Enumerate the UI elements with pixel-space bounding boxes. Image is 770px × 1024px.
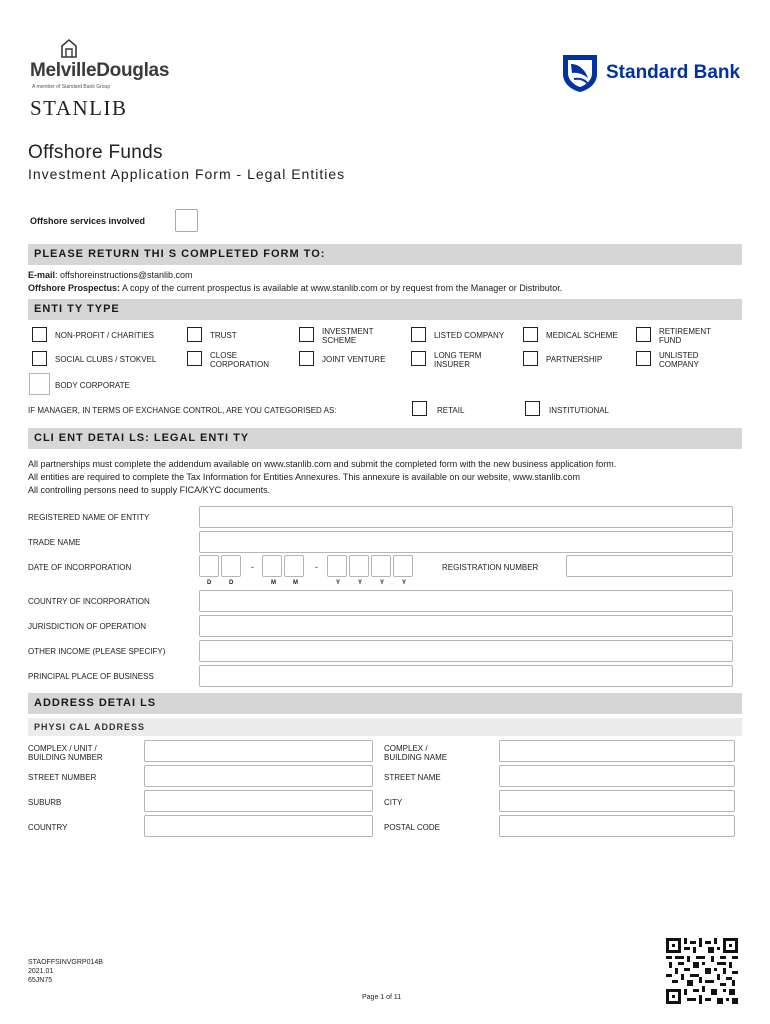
postal-code-field[interactable]: [499, 815, 735, 837]
form-title: Offshore Funds: [28, 142, 163, 163]
date-separator: -: [315, 562, 318, 572]
principal-place-field[interactable]: [199, 665, 733, 687]
trade-name-field[interactable]: [199, 531, 733, 553]
note-line: All partnerships must complete the addendum available on www.stanlib.com and submit the completed form with the new business application form.: [28, 459, 617, 469]
client-details-heading: CLI ENT DETAI LS: LEGAL ENTI TY: [28, 428, 742, 449]
checkbox-trust[interactable]: [187, 327, 202, 342]
email-line: [28, 270, 193, 280]
label-non-profit: NON-PROFIT / CHARITIES: [55, 331, 154, 340]
label-retail: RETAIL: [437, 406, 465, 415]
page-number: Page 1 of 11: [362, 994, 402, 1001]
complex-unit-field[interactable]: [144, 740, 373, 762]
house-icon: [60, 38, 78, 58]
checkbox-social-clubs[interactable]: [32, 351, 47, 366]
label-unlisted-company: UNLISTED COMPANY: [659, 351, 699, 369]
checkbox-long-term-insurer[interactable]: [411, 351, 426, 366]
label-long-term-insurer: LONG TERM INSURER: [434, 351, 482, 369]
client-details-notes: [28, 458, 742, 497]
label-investment-scheme: INVESTMENT SCHEME: [322, 327, 374, 345]
checkbox-retirement-fund[interactable]: [636, 327, 651, 342]
physical-address-heading: PHYSI CAL ADDRESS: [28, 718, 742, 736]
date-letter: M: [271, 580, 276, 586]
complex-name-label-line: COMPLEX /: [384, 744, 428, 753]
date-year-3[interactable]: [371, 555, 391, 577]
checkbox-non-profit[interactable]: [32, 327, 47, 342]
services-label: Offshore services involved: [30, 216, 146, 226]
street-number-label: STREET NUMBER: [28, 773, 97, 782]
date-of-incorporation-label: DATE OF INCORPORATION: [28, 563, 132, 572]
date-year-4[interactable]: [393, 555, 413, 577]
label-listed-company: LISTED COMPANY: [434, 331, 505, 340]
complex-unit-label-line: BUILDING NUMBER: [28, 753, 103, 762]
trade-name-label: TRADE NAME: [28, 538, 81, 547]
date-day-1[interactable]: [199, 555, 219, 577]
street-name-label: STREET NAME: [384, 773, 441, 782]
note-line: All controlling persons need to supply FICA/KYC documents.: [28, 485, 271, 495]
prospectus-text: A copy of the current prospectus is available at www.stanlib.com or by request from the Manager or Distributor.: [120, 283, 563, 293]
jurisdiction-field[interactable]: [199, 615, 733, 637]
standard-bank-shield-icon: [560, 52, 600, 94]
label-institutional: INSTITUTIONAL: [549, 406, 610, 415]
date-separator: -: [251, 562, 254, 572]
date-month-1[interactable]: [262, 555, 282, 577]
city-field[interactable]: [499, 790, 735, 812]
registered-name-label: REGISTERED NAME OF ENTITY: [28, 513, 150, 522]
complex-name-label-line: BUILDING NAME: [384, 753, 448, 762]
registration-number-label: REGISTRATION NUMBER: [442, 563, 539, 572]
email-value: : offshoreinstructions@stanlib.com: [55, 270, 193, 280]
exchange-control-question: IF MANAGER, IN TERMS OF EXCHANGE CONTROL, ARE YOU CATEGORISED AS:: [28, 406, 337, 415]
checkbox-retail[interactable]: [412, 401, 427, 416]
complex-name-field[interactable]: [499, 740, 735, 762]
address-heading: ADDRESS DETAI LS: [28, 693, 742, 714]
form-code-line: STAOFFSINVGRP014B: [28, 959, 103, 966]
checkbox-investment-scheme[interactable]: [299, 327, 314, 342]
label-retirement-fund: RETIREMENT FUND: [659, 327, 711, 345]
suburb-field[interactable]: [144, 790, 373, 812]
jurisdiction-label: JURISDICTION OF OPERATION: [28, 622, 147, 631]
services-checkbox[interactable]: [175, 209, 198, 232]
checkbox-joint-venture[interactable]: [299, 351, 314, 366]
form-ref-line: 65JN75: [28, 977, 53, 984]
melville-name: MelvilleDouglas: [30, 60, 170, 81]
date-letter: D: [229, 580, 234, 586]
note-line: All entities are required to complete the Tax Information for Entities Annexures. This annexure is available on our website, www.stanlib.com: [28, 472, 580, 482]
date-letter: Y: [380, 580, 385, 586]
street-number-field[interactable]: [144, 765, 373, 787]
checkbox-body-corporate[interactable]: [29, 373, 50, 395]
other-income-label: OTHER INCOME (PLEASE SPECIFY): [28, 647, 166, 656]
qr-code-icon: [666, 938, 738, 1004]
registered-name-field[interactable]: [199, 506, 733, 528]
principal-place-label: PRINCIPAL PLACE OF BUSINESS: [28, 672, 154, 681]
label-body-corporate: BODY CORPORATE: [55, 381, 130, 390]
country-field[interactable]: [144, 815, 373, 837]
complex-unit-label: [28, 744, 103, 762]
other-income-field[interactable]: [199, 640, 733, 662]
country-label: COUNTRY: [28, 823, 68, 832]
form-version-line: 2021.01: [28, 968, 54, 975]
date-letter: Y: [402, 580, 407, 586]
label-joint-venture: JOINT VENTURE: [322, 355, 386, 364]
date-letter: Y: [336, 580, 341, 586]
registration-number-field[interactable]: [566, 555, 733, 577]
date-letter: M: [293, 580, 298, 586]
country-of-incorporation-field[interactable]: [199, 590, 733, 612]
label-close-corporation: CLOSE CORPORATION: [210, 351, 269, 369]
country-of-incorporation-label: COUNTRY OF INCORPORATION: [28, 597, 150, 606]
date-letter: Y: [358, 580, 363, 586]
city-label: CITY: [384, 798, 403, 807]
melville-douglas-logo: [28, 38, 178, 98]
checkbox-institutional[interactable]: [525, 401, 540, 416]
label-social-clubs: SOCIAL CLUBS / STOKVEL: [55, 355, 157, 364]
standard-bank-logo: [560, 52, 740, 94]
standard-bank-name: Standard Bank: [606, 62, 741, 83]
form-subtitle: Investment Application Form - Legal Entities: [28, 166, 346, 182]
checkbox-close-corporation[interactable]: [187, 351, 202, 366]
return-heading: PLEASE RETURN THI S COMPLETED FORM TO:: [28, 244, 742, 265]
melville-sub: A member of Standard Bank Group: [32, 84, 111, 90]
email-label: E-mail: [28, 270, 56, 280]
date-year-2[interactable]: [349, 555, 369, 577]
checkbox-partnership[interactable]: [523, 351, 538, 366]
date-month-2[interactable]: [284, 555, 304, 577]
checkbox-unlisted-company[interactable]: [636, 351, 651, 366]
entity-type-heading: ENTI TY TYPE: [28, 299, 742, 320]
postal-code-label: POSTAL CODE: [384, 823, 441, 832]
form-code: [28, 958, 103, 985]
label-partnership: PARTNERSHIP: [546, 355, 603, 364]
date-year-1[interactable]: [327, 555, 347, 577]
date-day-2[interactable]: [221, 555, 241, 577]
street-name-field[interactable]: [499, 765, 735, 787]
prospectus-label: Offshore Prospectus:: [28, 283, 121, 293]
checkbox-listed-company[interactable]: [411, 327, 426, 342]
date-letter: D: [207, 580, 212, 586]
label-trust: TRUST: [210, 331, 237, 340]
complex-name-label: [384, 744, 447, 762]
prospectus-line: [28, 283, 562, 293]
stanlib-logo: STANLIB: [30, 96, 128, 120]
suburb-label: SUBURB: [28, 798, 62, 807]
label-medical-scheme: MEDICAL SCHEME: [546, 331, 618, 340]
checkbox-medical-scheme[interactable]: [523, 327, 538, 342]
complex-unit-label-line: COMPLEX / UNIT /: [28, 744, 97, 753]
